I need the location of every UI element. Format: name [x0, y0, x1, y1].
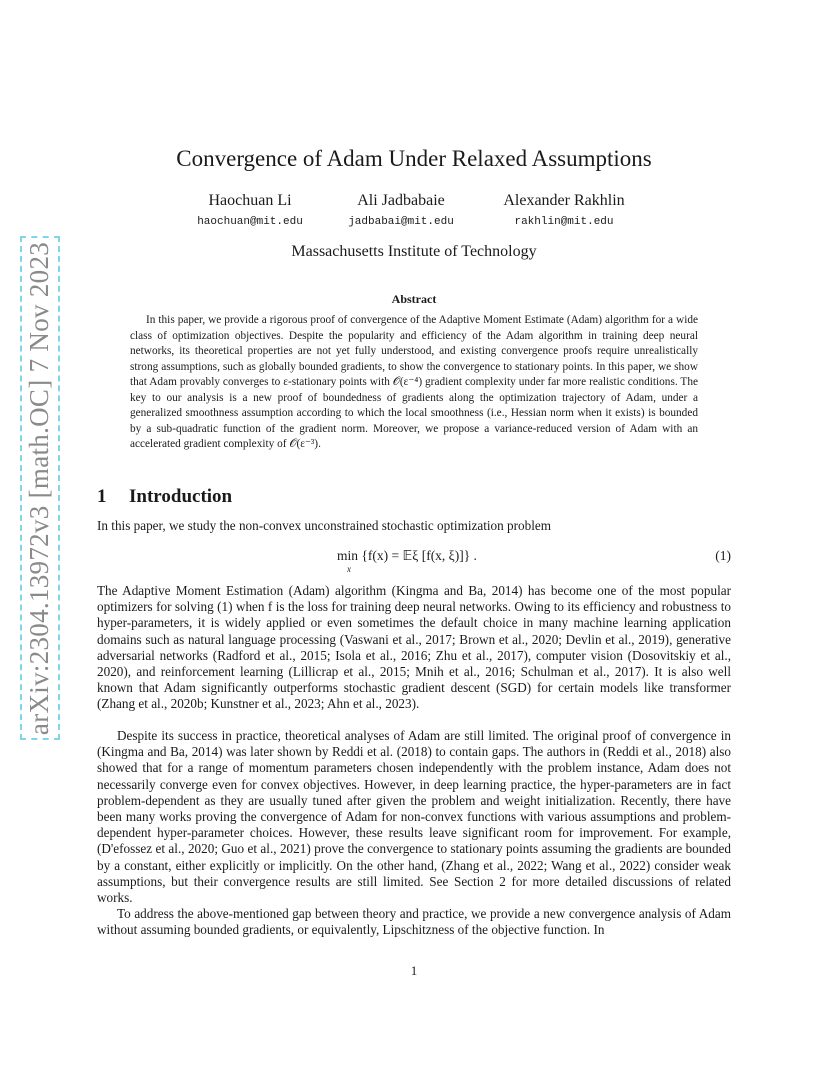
equation-number: (1)	[715, 548, 731, 563]
paragraph-3: To address the above-mentioned gap between theory and practice, we provide a new convergence analysis of Adam without assuming bounded gradients, or equivalently, Lipschitzness of the objective function. In	[97, 906, 731, 938]
equation-1	[97, 548, 731, 572]
equation-subscript: x	[347, 564, 351, 574]
author-email: haochuan@mit.edu	[197, 216, 303, 228]
author-email: jadbabai@mit.edu	[348, 216, 454, 228]
affiliation: Massachusetts Institute of Technology	[291, 243, 537, 260]
arxiv-sidebar-stamp	[20, 236, 60, 740]
paragraph-1: The Adaptive Moment Estimation (Adam) algorithm (Kingma and Ba, 2014) has become one of the most popular optimizers for solving (1) when f is the loss for training deep neural networks. Owing to its efficiency and robustness to hyper-parameters, it is widely applied or even sometimes the default choice in many machine learning application domains such as natural language processing (Vaswani et al., 2017; Brown et al., 2020; Devlin et al., 2019), generative adversarial networks (Radford et al., 2015; Isola et al., 2016; Zhu et al., 2017), computer vision (Dosovitskiy et al., 2020), and reinforcement learning (Lillicrap et al., 2015; Mnih et al., 2016; Schulman et al., 2017). It is also well known that Adam significantly outperforms stochastic gradient descent (SGD) for certain models like transformer (Zhang et al., 2020b; Kunstner et al., 2023; Ahn et al., 2023).	[97, 583, 731, 712]
equation-body: min {f(x) = 𝔼ξ [f(x, ξ)]} .	[337, 548, 477, 563]
abstract-heading: Abstract	[391, 292, 437, 306]
author-email: rakhlin@mit.edu	[514, 216, 614, 228]
author-name: Haochuan Li	[208, 192, 292, 209]
author-block	[464, 192, 664, 228]
page-number: 1	[410, 963, 418, 978]
intro-lead: In this paper, we study the non-convex unconstrained stochastic optimization problem	[97, 518, 551, 533]
section-title: Introduction	[129, 486, 233, 507]
paper-title: Convergence of Adam Under Relaxed Assumptions	[176, 146, 652, 171]
abstract-text: In this paper, we provide a rigorous proof of convergence of the Adaptive Moment Estimate (Adam) algorithm for a wide class of optimization objectives. Despite the popularity and efficiency of the Adam algorithm in training deep neural networks, its theoretical properties are not yet fully understood, and existing convergence proofs require unrealistically strong assumptions, such as globally bounded gradients, to show the convergence to stationary points. In this paper, we show that Adam provably converges to ε-stationary points with 𝒪(ε⁻⁴) gradient complexity under far more realistic conditions. The key to our analysis is a new proof of boundedness of gradients along the optimization trajectory of Adam, under a generalized smoothness assumption according to which the local smoothness (i.e., Hessian norm when it exists) is bounded by a sub-quadratic function of the gradient norm. Moreover, we propose a variance-reduced version of Adam with an accelerated gradient complexity of 𝒪(ε⁻³).	[130, 314, 698, 450]
author-name: Ali Jadbabaie	[357, 192, 445, 209]
section-number: 1	[97, 486, 107, 507]
section-heading	[97, 486, 232, 508]
author-name: Alexander Rakhlin	[503, 192, 625, 209]
paragraph-2: Despite its success in practice, theoretical analyses of Adam are still limited. The original proof of convergence in (Kingma and Ba, 2014) was later shown by Reddi et al. (2018) to contain gaps. The authors in (Reddi et al., 2018) also showed that for a range of momentum parameters chosen independently with the problem instance, Adam does not necessarily converge even for convex objectives. However, in deep learning practice, the hyper-parameters are in fact problem-dependent as they are usually tuned after given the problem and weight initialization. Recently, there have been many works proving the convergence of Adam for non-convex functions with various assumptions and problem-dependent hyper-parameter choices. However, these results leave significant room for improvement. For example, (D'efossez et al., 2020; Guo et al., 2021) prove the convergence to stationary points assuming the gradients are bounded by a constant, either explicitly or implicitly. On the other hand, (Zhang et al., 2022; Wang et al., 2022) consider weak assumptions, but their convergence results are still limited. See Section 2 for more detailed discussions of related works.	[97, 728, 731, 906]
arxiv-id: arXiv:2304.13972v3 [math.OC] 7 Nov 2023	[24, 241, 55, 735]
